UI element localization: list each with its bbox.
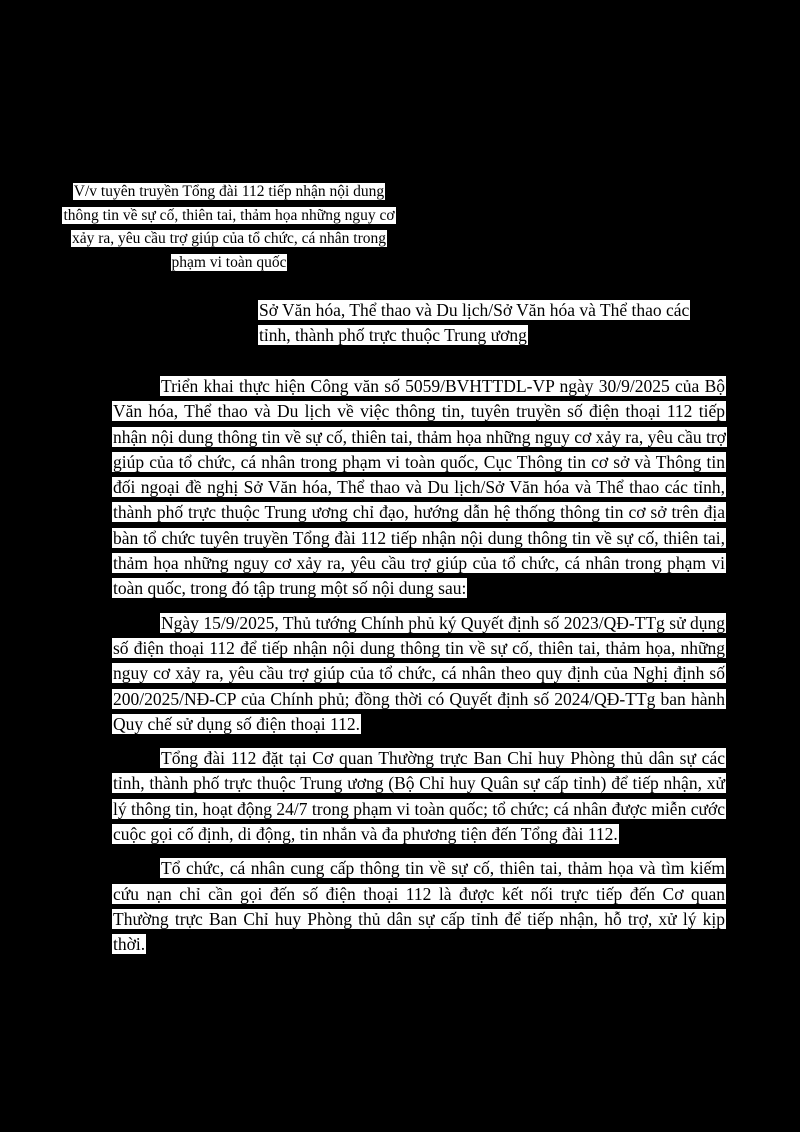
paragraph-how-to-call [112,856,726,957]
recipient-block [258,298,708,348]
paragraph-text: Triển khai thực hiện Công văn số 5059/BVHTTDL-VP ngày 30/9/2025 của Bộ Văn hóa, Thể thao và Du lịch về việc thông tin, tuyên truyền số điện thoại 112 tiếp nhận nội dung thông tin về sự cố, thiên tai, thảm họa những nguy cơ xảy ra, yêu cầu trợ giúp của tổ chức, cá nhân trong phạm vi toàn quốc, Cục Thông tin cơ sở và Thông tin đối ngoại đề nghị Sở Văn hóa, Thể thao và Du lịch/Sở Văn hóa và Thể thao các tỉnh, thành phố trực thuộc Trung ương chỉ đạo, hướng dẫn hệ thống thông tin cơ sở trên địa bàn tổ chức tuyên truyền Tổng đài 112 tiếp nhận nội dung thông tin về sự cố, thiên tai, thảm họa những nguy cơ xảy ra, yêu cầu trợ giúp của tổ chức, cá nhân trong phạm vi toàn quốc, trong đó tập trung một số nội dung sau: [113,376,726,599]
paragraph-hotline-location [112,746,726,847]
recipient-text: Sở Văn hóa, Thể thao và Du lịch/Sở Văn hóa và Thể thao các tỉnh, thành phố trực thuộc Trung ương [259,300,690,345]
paragraph-text: Tổng đài 112 đặt tại Cơ quan Thường trực Ban Chỉ huy Phòng thủ dân sự các tỉnh, thành phố trực thuộc Trung ương (Bộ Chỉ huy Quân sự cấp tỉnh) để tiếp nhận, xử lý thông tin, hoạt động 24/7 trong phạm vi toàn quốc; tổ chức; cá nhân được miễn cước cuộc gọi cố định, di động, tin nhắn và đa phương tiện đến Tổng đài 112. [113,748,725,845]
subject-text: V/v tuyên truyền Tổng đài 112 tiếp nhận nội dung thông tin về sự cố, thiên tai, thảm họa những nguy cơ xảy ra, yêu cầu trợ giúp của tổ chức, cá nhân trong phạm vi toàn quốc [63,183,395,271]
paragraph-text: Ngày 15/9/2025, Thủ tướng Chính phủ ký Quyết định số 2023/QĐ-TTg sử dụng số điện thoại 112 để tiếp nhận nội dung thông tin về sự cố, thiên tai, thảm họa, những nguy cơ xảy ra, yêu cầu trợ giúp của tổ chức, cá nhân theo quy định của Nghị định số 200/2025/NĐ-CP của Chính phủ; đồng thời có Quyết định số 2024/QĐ-TTg ban hành Quy chế sử dụng số điện thoại 112. [113,612,725,734]
paragraph-decision [112,611,726,737]
subject-line [62,180,396,274]
document-body [112,374,726,967]
paragraph-text: Tổ chức, cá nhân cung cấp thông tin về sự cố, thiên tai, thảm họa và tìm kiếm cứu nạn chỉ cần gọi đến số điện thoại 112 là được kết nối trực tiếp đến Cơ quan Thường trực Ban Chỉ huy Phòng thủ dân sự cấp tỉnh để tiếp nhận, hỗ trợ, xử lý kịp thời. [113,858,725,955]
paragraph-intro [112,374,726,602]
